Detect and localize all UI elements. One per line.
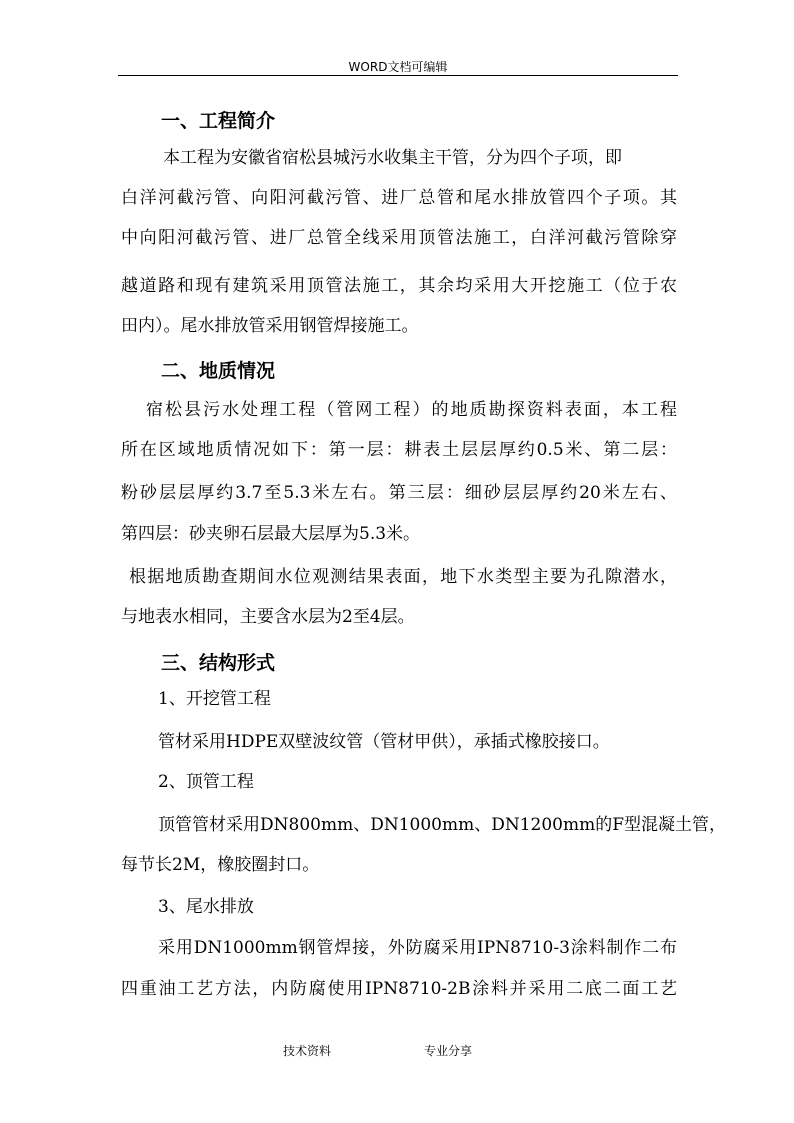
subsection-title: 1、开挖管工程 xyxy=(158,689,271,709)
section-heading-overview: 一、工程简介 xyxy=(161,110,276,132)
paragraph-line: 每节长2M，橡胶圈封口。 xyxy=(121,855,320,875)
paragraph-line: 四重油工艺方法，内防腐使用IPN8710-2B涂料并采用二底二面工艺 xyxy=(121,979,677,999)
paragraph-line: 第四层：砂夹卵石层最大层厚为5.3米。 xyxy=(121,524,421,544)
paragraph-line: 本工程为安徽省宿松县城污水收集主干管，分为四个子项，即 xyxy=(163,148,622,168)
paragraph-line: 越道路和现有建筑采用顶管法施工，其余均采用大开挖施工（位于农 xyxy=(121,276,677,296)
paragraph-line: 粉砂层层厚约3.7至5.3米左右。第三层：细砂层层厚约20米左右、 xyxy=(121,483,677,503)
section-heading-geology: 二、地质情况 xyxy=(161,360,276,382)
paragraph-line: 与地表水相同，主要含水层为2至4层。 xyxy=(121,607,415,627)
page-header: WORD文档可编辑 xyxy=(348,60,448,74)
paragraph-line: 田内）。尾水排放管采用钢管焊接施工。 xyxy=(121,316,419,336)
paragraph-line: 宿松县污水处理工程（管网工程）的地质勘探资料表面，本工程 xyxy=(146,400,677,420)
subsection-title: 2、顶管工程 xyxy=(158,772,254,792)
paragraph-line: 根据地质勘查期间水位观测结果表面，地下水类型主要为孔隙潜水， xyxy=(129,567,677,587)
paragraph-line: 所在区域地质情况如下：第一层：耕表土层层厚约0.5米、第二层： xyxy=(121,440,677,460)
paragraph-line: 顶管管材采用DN800mm、DN1000mm、DN1200mm的F型混凝土管， xyxy=(158,815,727,835)
subsection-title: 3、尾水排放 xyxy=(158,897,254,917)
paragraph-line: 中向阳河截污管、进厂总管全线采用顶管法施工，白洋河截污管除穿 xyxy=(121,228,677,248)
footer-right-label: 专业分享 xyxy=(424,1044,473,1058)
header-divider xyxy=(118,75,678,76)
paragraph-line: 采用DN1000mm钢管焊接，外防腐采用IPN8710-3涂料制作二布 xyxy=(158,938,677,958)
section-heading-structure: 三、结构形式 xyxy=(161,652,276,674)
paragraph-line: 白洋河截污管、向阳河截污管、进厂总管和尾水排放管四个子项。其 xyxy=(121,188,677,208)
footer-left-label: 技术资料 xyxy=(283,1044,332,1058)
paragraph-line: 管材采用HDPE双壁波纹管（管材甲供），承插式橡胶接口。 xyxy=(158,732,610,752)
